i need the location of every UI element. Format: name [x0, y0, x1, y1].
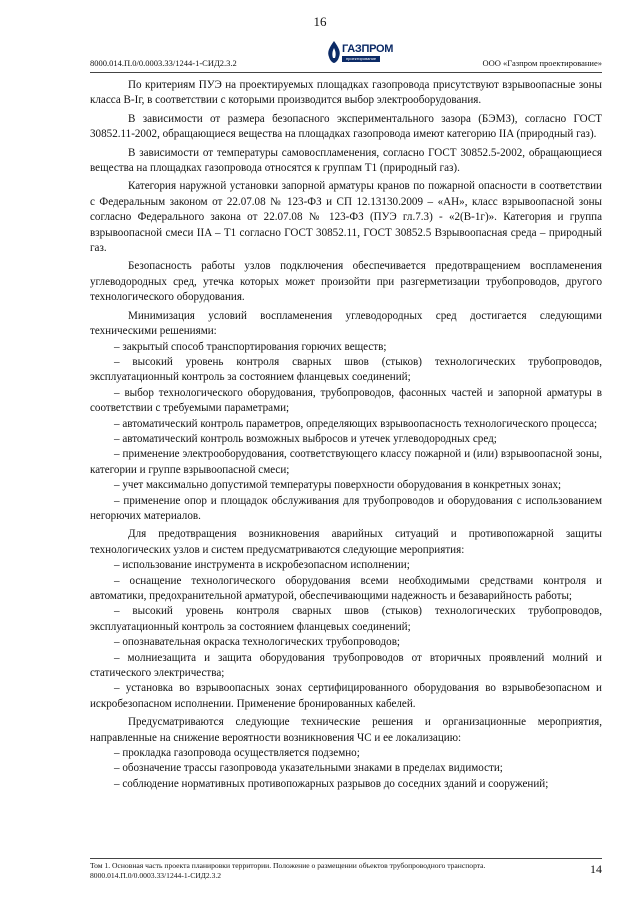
list-item: – учет максимально допустимой температуры поверхности оборудования в конкретных зонах;	[114, 479, 562, 492]
paragraph: Для предотвращения возникновения аварийных ситуаций и противопожарной защиты технологических узлов и систем предусматриваются следующие мероприятия:	[90, 528, 602, 556]
list-item: – высокий уровень контроля сварных швов (стыков) технологических трубопроводов, эксплуатационный контроль за состоянием фланцевых соединений;	[90, 355, 602, 384]
list-item: – оснащение технологического оборудования всеми необходимыми средствами контроля и автоматики, предохранительной арматурой, обеспечивающими надежность и безаварийность работы;	[90, 574, 602, 602]
list-item: – прокладка газопровода осуществляется подземно;	[114, 747, 360, 760]
list-item: – установка во взрывоопасных зонах сертифицированного оборудования во взрывобезопасном и искробезопасном исполнении. Применение бронированных кабелей.	[90, 682, 602, 710]
list-item: – выбор технологического оборудования, трубопроводов, фасонных частей и запорной арматуры в соответствии с требуемыми параметрами;	[90, 386, 602, 415]
header-company: ООО «Газпром проектирование»	[482, 58, 602, 68]
page-header	[90, 38, 602, 74]
page-number: 16	[313, 14, 327, 29]
document-body	[90, 78, 602, 792]
footer-page-number: 14	[590, 862, 602, 876]
list-item: – использование инструмента в искробезопасном исполнении;	[114, 559, 410, 572]
header-doc-code: 8000.014.П.0/0.0003.33/1244-1-СИД2.3.2	[90, 58, 237, 68]
list-item: – обозначение трассы газопровода указательными знаками в пределах видимости;	[114, 762, 503, 775]
list-item: – применение опор и площадок обслуживания для трубопроводов и оборудования с использованием негорючих материалов.	[90, 494, 602, 522]
list-item: – автоматический контроль параметров, определяющих взрывоопасность технологического процесса;	[114, 417, 598, 430]
list-item: – молниезащита и защита оборудования трубопроводов от вторичных проявлений молний и статического электричества;	[90, 651, 602, 680]
footer-text	[90, 861, 550, 881]
logo-subtitle: проектирование	[342, 56, 380, 62]
list-item: – опознавательная окраска технологических трубопроводов;	[114, 636, 401, 649]
logo-text: ГАЗПРОМ	[342, 43, 394, 55]
list-item: – закрытый способ транспортирования горючих веществ;	[114, 340, 387, 353]
paragraph: По критериям ПУЭ на проектируемых площадках газопровода присутствуют взрывоопасные зоны класса В-Iг, в соответствии с которыми производится выбор электрооборудования.	[90, 79, 602, 107]
list-item: – высокий уровень контроля сварных швов (стыков) технологических трубопроводов, эксплуатационный контроль за состоянием фланцевых соединений;	[90, 605, 602, 633]
list-item: – применение электрооборудования, соответствующего классу пожарной и (или) взрывоопасной зоны, категории и группе взрывоопасной смеси;	[90, 448, 602, 476]
paragraph: В зависимости от температуры самовоспламенения, согласно ГОСТ 30852.5-2002, обращающиеся вещества на площадках газопровода относятся к группам Т1 (природный газ).	[90, 146, 602, 175]
list-item: – автоматический контроль возможных выбросов и утечек углеводородных сред;	[114, 432, 497, 445]
footer-rule	[90, 858, 602, 859]
list-item: – соблюдение нормативных противопожарных разрывов до соседних зданий и сооружений;	[114, 777, 549, 790]
header-rule	[90, 72, 602, 73]
paragraph: Предусматриваются следующие технические решения и организационные мероприятия, направленные на снижение вероятности возникновения ЧС и ее локализацию:	[90, 716, 602, 744]
paragraph: Безопасность работы узлов подключения обеспечивается предотвращением воспламенения углеводородных сред, утечка которых может произойти при разгерметизации трубопроводов, другого технологического оборудования.	[90, 260, 602, 304]
footer-line-2: 8000.014.П.0/0.0003.33/1244-1-СИД2.3.2	[90, 871, 222, 880]
paragraph: Категория наружной установки запорной арматуры кранов по пожарной опасности в соответствии с Федеральным законом от 22.07.08 № 123-ФЗ и СП 12.13130.2009 – «АН», класс взрывоопасной зоны согласно Федерального закона от 22.07.08 № 123-ФЗ (ПУЭ гл.7.3) - «2(В-1г)». Категория и группа взрывоопасной смеси IIA – Т1 согласно ГОСТ 30852.11, ГОСТ 30852.5 Взрывоопасная среда – природный газ.	[90, 180, 602, 255]
paragraph: Минимизация условий воспламенения углеводородных сред достигается следующими техническими решениями:	[90, 309, 602, 338]
paragraph: В зависимости от размера безопасного экспериментального зазора (БЭМЗ), согласно ГОСТ 30852.11-2002, обращающиеся вещества на площадках газопровода имеют категорию IIA (природный газ).	[90, 112, 602, 141]
flame-icon	[326, 40, 342, 64]
gazprom-logo	[326, 38, 394, 70]
footer-line-1: Том 1. Основная часть проекта планировки территории. Положение о размещении объектов трубопроводного транспорта.	[90, 861, 486, 870]
